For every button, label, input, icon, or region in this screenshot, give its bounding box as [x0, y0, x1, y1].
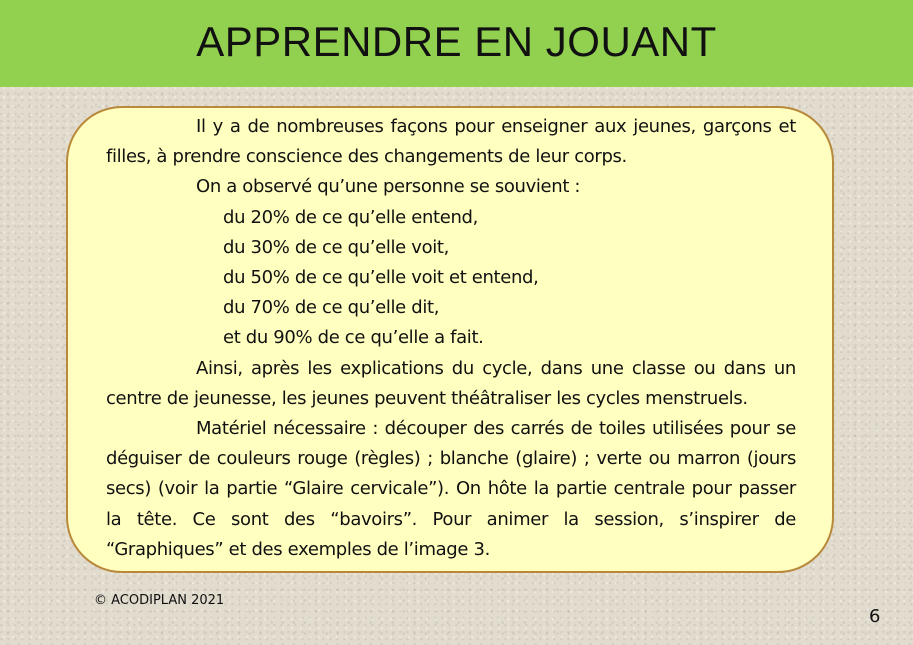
list-item: du 20% de ce qu’elle entend,: [223, 206, 478, 228]
list-item: du 30% de ce qu’elle voit,: [223, 236, 449, 258]
paragraph-materials: Matériel nécessaire : découper des carrés de toiles utilisées pour se déguiser de couleurs rouge (règles) ; blanche (glaire) ; verte ou marron (jours secs) (voir la partie “Glaire cervicale”). On hôte la partie centrale pour passer la tête. Ce sont des “bavoirs”. Pour animer la session, s’inspirer de “Graphiques” et des exemples de l’image 3.: [106, 418, 796, 560]
title-banner: [0, 0, 913, 87]
list-item: et du 90% de ce qu’elle a fait.: [223, 327, 484, 349]
content-text: [106, 112, 796, 565]
page-title: APPRENDRE EN JOUANT: [196, 18, 717, 65]
list-item: du 70% de ce qu’elle dit,: [223, 297, 440, 319]
copyright-footer: © ACODIPLAN 2021: [94, 593, 225, 608]
paragraph-intro: Il y a de nombreuses façons pour enseigner aux jeunes, garçons et filles, à prendre conscience des changements de leur corps.: [106, 116, 796, 168]
page-number: 6: [869, 606, 881, 627]
paragraph-theatre: Ainsi, après les explications du cycle, dans une classe ou dans un centre de jeunesse, les jeunes peuvent théâtraliser les cycles menstruels.: [106, 357, 796, 409]
list-item: du 50% de ce qu’elle voit et entend,: [223, 267, 539, 289]
paragraph-observation: On a observé qu’une personne se souvient :: [196, 176, 581, 198]
